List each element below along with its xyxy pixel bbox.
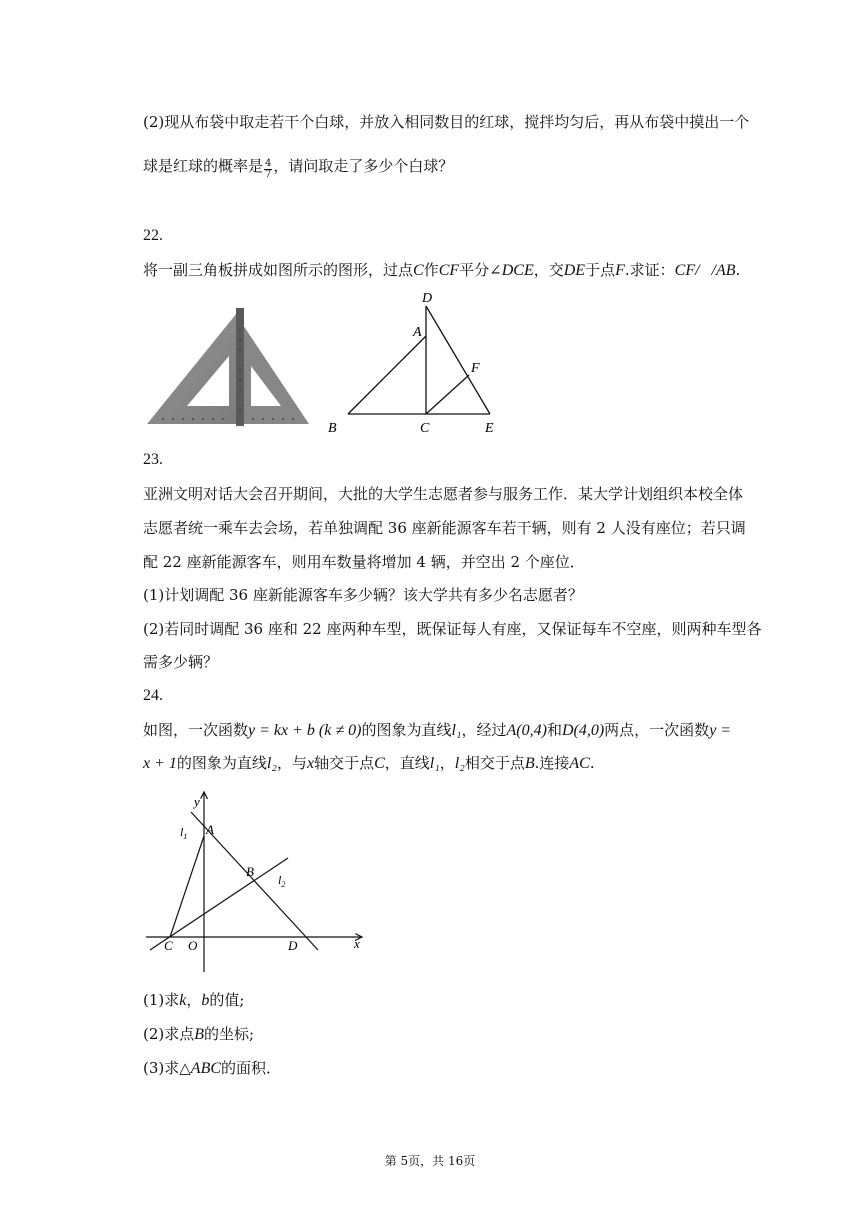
segment-cf	[426, 375, 469, 414]
triangle-rulers-photo	[143, 300, 313, 430]
q23-number: 23.	[143, 451, 163, 468]
q24-equation: x + 1	[143, 755, 177, 772]
q22-seg: .	[735, 261, 741, 279]
q24-seg: (3)求△	[143, 1059, 191, 1077]
q23-line3: 配 22 座新能源客车，则用车数量将增加 4 辆，并空出 2 个座位．	[143, 553, 585, 571]
q24-coordinate-figure	[140, 786, 372, 978]
q24-line1	[143, 720, 731, 741]
segment-de	[426, 306, 490, 414]
label-a: A	[206, 822, 214, 837]
q24-seg: 的坐标;	[204, 1025, 255, 1043]
q24-seg: ，	[186, 991, 202, 1009]
segment-ac	[170, 836, 204, 937]
segment-ab	[348, 336, 426, 414]
q24-seg: 的图象为直线	[176, 754, 267, 772]
q22-seg: 将一副三角板拼成如图所示的图形，过点	[143, 261, 414, 279]
label-d: D	[422, 291, 433, 306]
q24-seg: ，与	[276, 754, 307, 772]
q24-point: D(4,0)	[561, 722, 605, 739]
q24-number: 24.	[143, 687, 163, 704]
q22-var: F	[615, 262, 625, 279]
q21-part2-line1: (2)现从布袋中取走若干个白球，并放入相同数目的红球，搅拌均匀后，再从布袋中摸出一个	[143, 113, 750, 131]
q21-part2-line2	[143, 156, 453, 180]
q22-var: DCE	[501, 262, 534, 279]
q22-text	[143, 260, 740, 281]
label-x: x	[354, 936, 360, 951]
q24-seg: ，经过	[461, 721, 507, 739]
q24-seg: 的图象为直线	[361, 721, 452, 739]
q24-seg: .连接	[534, 754, 570, 772]
q22-var: DE	[563, 262, 586, 279]
label-o: O	[188, 938, 198, 953]
label-l2: $l_2$	[278, 873, 286, 889]
q24-var: B	[194, 1026, 205, 1043]
fraction-denominator: 7	[265, 169, 272, 180]
q24-var: ABC	[190, 1060, 222, 1077]
page-footer: 第 5页，共 16页	[384, 1154, 476, 1168]
q24-var: x	[306, 755, 315, 772]
q22-var: CF/ /AB	[674, 262, 736, 279]
label-b: B	[246, 864, 254, 879]
q22-seg: 平分∠	[459, 261, 502, 279]
fraction-numerator: 4	[265, 158, 272, 169]
q22-seg: .求证：	[624, 261, 675, 279]
q24-var: C	[374, 755, 385, 772]
q24-var: l₂	[454, 755, 465, 772]
label-e: E	[485, 421, 494, 436]
q23-line6: 需多少辆？	[143, 653, 219, 671]
q24-seg: 和	[546, 721, 562, 739]
q24-seg: (2)求点	[143, 1025, 195, 1043]
q24-var: l₁	[429, 755, 440, 772]
q24-var: y =	[709, 722, 732, 739]
q22-number: 22.	[143, 227, 163, 244]
q23-line2: 志愿者统一乘车去会场，若单独调配 36 座新能源客车若干辆，则有 2 人没有座位；若只调	[143, 519, 746, 537]
label-f: F	[471, 361, 480, 376]
q24-sub3	[143, 1058, 281, 1079]
q21-text: ，请问取走了多少个白球？	[273, 157, 454, 175]
q21-text: 球是红球的概率是	[143, 157, 264, 175]
label-d: D	[288, 938, 298, 953]
q24-var: l₂	[266, 755, 277, 772]
label-a: A	[413, 325, 422, 340]
q24-var: b	[201, 992, 210, 1009]
q24-seg: 相交于点	[464, 754, 525, 772]
q22-var: CF	[438, 262, 460, 279]
q24-seg: .	[589, 754, 595, 772]
label-c: C	[420, 421, 430, 436]
label-y: y	[194, 794, 200, 809]
label-c: C	[164, 938, 173, 953]
q24-var: B	[524, 755, 535, 772]
q23-line5: (2)若同时调配 36 座和 22 座两种车型，既保证每人有座，又保证每车不空座，则两种车型各	[143, 620, 762, 638]
q24-seg: 轴交于点	[314, 754, 375, 772]
q24-seg: 如图，一次函数	[143, 721, 249, 739]
q24-seg: (1)求	[143, 991, 180, 1009]
q24-seg: 的面积．	[221, 1059, 282, 1077]
q22-geometry-figure	[320, 286, 510, 438]
q22-seg: ，交	[533, 261, 564, 279]
q24-seg: ，直线	[384, 754, 430, 772]
q24-seg: 两点，一次函数	[604, 721, 710, 739]
q24-var: AC	[569, 755, 590, 772]
label-l1: $l_1$	[180, 825, 188, 841]
label-b: B	[328, 421, 337, 436]
q24-point: A(0,4)	[506, 722, 547, 739]
q24-sub2	[143, 1024, 254, 1045]
q24-seg: 的值;	[209, 991, 245, 1009]
q24-var: k	[179, 992, 187, 1009]
q22-var: C	[413, 262, 424, 279]
probability-fraction	[264, 159, 272, 180]
q24-var: l₁	[451, 722, 462, 739]
q24-line2	[143, 753, 595, 774]
q24-sub1	[143, 990, 244, 1011]
q23-line4: (1)计划调配 36 座新能源客车多少辆？该大学共有多少名志愿者？	[143, 586, 583, 604]
q22-seg: 作	[423, 261, 439, 279]
q22-seg: 于点	[585, 261, 616, 279]
q24-seg: ，	[439, 754, 455, 772]
q24-equation: y = kx + b (k ≠ 0)	[248, 722, 362, 739]
q23-line1: 亚洲文明对话大会召开期间，大批的大学生志愿者参与服务工作．某大学计划组织本校全体	[143, 485, 744, 503]
